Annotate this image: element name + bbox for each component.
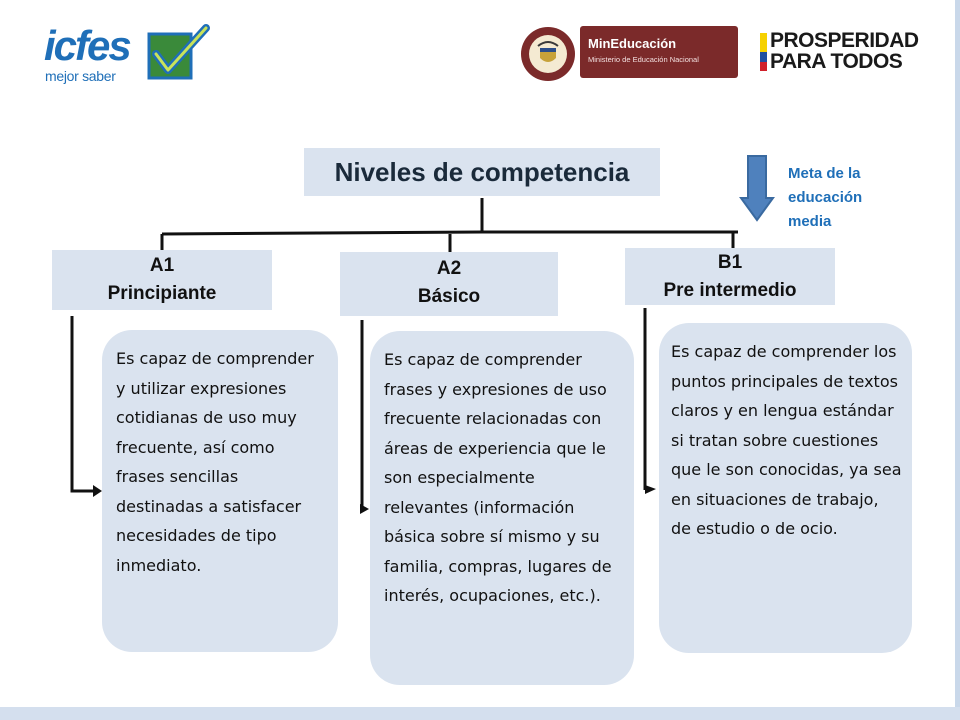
prosperidad-line-1: PROSPERIDAD: [770, 29, 919, 52]
level-box-a2: [340, 252, 558, 316]
connector-a1-elbow: [72, 316, 94, 491]
arrowhead-a1: [93, 485, 102, 497]
prosperidad-line-2: PARA TODOS: [770, 50, 903, 73]
goal-label: Meta de la educación media: [788, 165, 863, 230]
level-code: A2: [436, 258, 462, 279]
level-name: Principiante: [107, 283, 217, 304]
mineducacion-subtitle: Ministerio de Educación Nacional: [588, 55, 699, 64]
down-arrow-icon: [741, 156, 773, 220]
icfes-logo-wordmark: icfes: [44, 22, 130, 69]
mineducacion-title: MinEducación: [588, 36, 677, 51]
level-code: A1: [149, 255, 175, 276]
level-box-a1: [52, 250, 272, 310]
icfes-logo-tagline: mejor saber: [45, 68, 116, 84]
arrowhead-b1: [645, 485, 656, 494]
description-a2: Es capaz de comprender frases y expresiones de uso frecuente relacionadas con áreas de experiencia que le son especialmente relevantes (información básica sobre sí mismo y su familia, compras, lugares de interés, ocupaciones, etc.).: [370, 331, 634, 685]
level-name: Pre intermedio: [663, 280, 797, 301]
diagram-title: Niveles de competencia: [334, 156, 630, 187]
competency-levels-title-box: [304, 148, 660, 196]
level-box-b1: [625, 248, 835, 305]
level-name: Básico: [417, 286, 481, 307]
description-b1: Es capaz de comprender los puntos principales de textos claros y en lengua estándar si tratan sobre cuestiones que le son conocidas, ya sea en situaciones de trabajo, de estudio o de ocio.: [659, 323, 912, 653]
connector-horizontal-bar: [162, 232, 738, 234]
arrowhead-a2: [360, 504, 369, 514]
level-code: B1: [717, 252, 743, 273]
description-a1: Es capaz de comprender y utilizar expresiones cotidianas de uso muy frecuente, así como frases sencillas destinadas a satisfacer necesidades de tipo inmediato.: [102, 330, 338, 652]
